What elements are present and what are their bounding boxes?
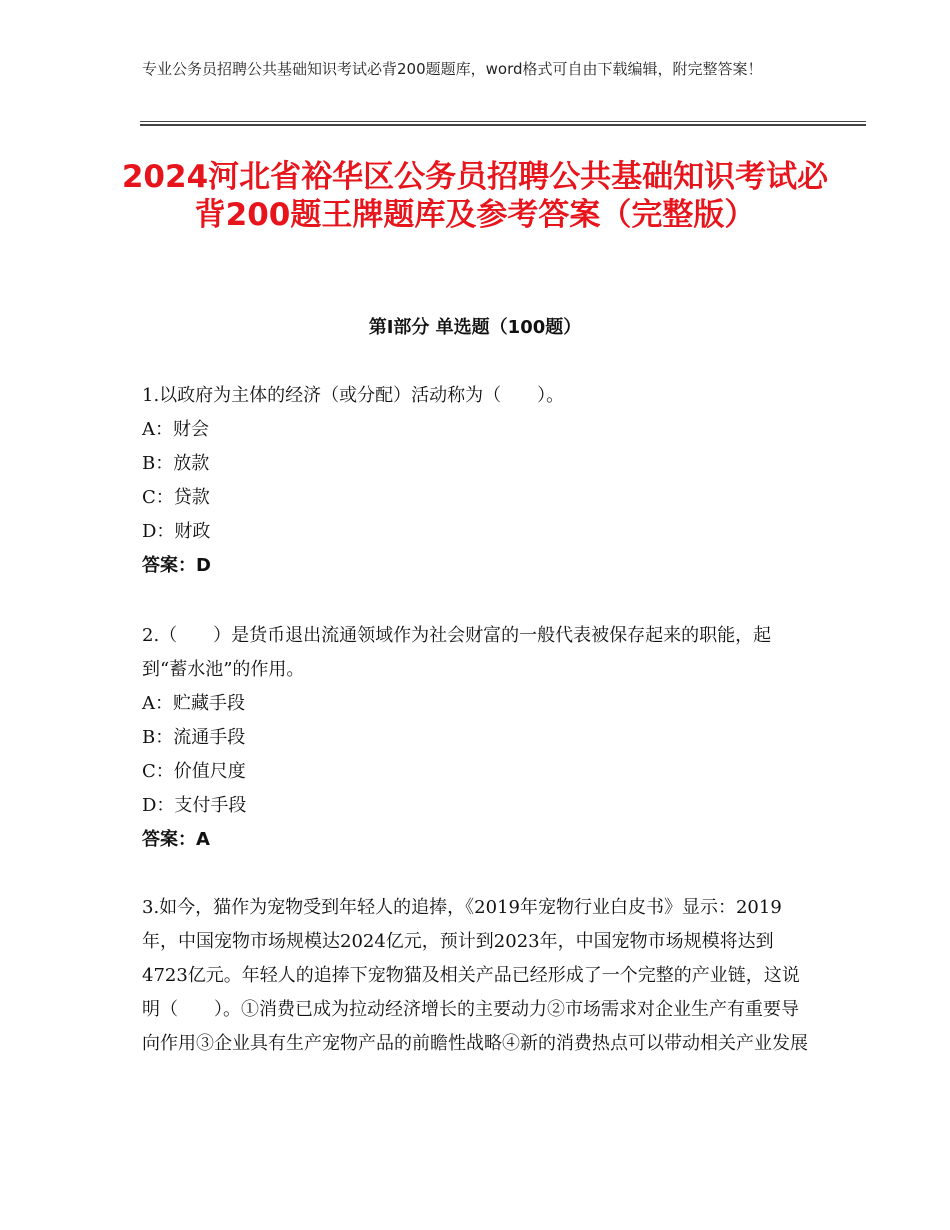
answer: 答案：A — [142, 829, 210, 850]
option-a: A：财会 — [142, 419, 209, 440]
option-d: D：支付手段 — [142, 795, 247, 816]
option-c: C：价值尺度 — [142, 761, 246, 782]
option-b: B：流通手段 — [142, 727, 246, 748]
question-stem: 2.（ ）是货币退出流通领域作为社会财富的一般代表被保存起来的职能，起到“蓄水池”的作用。 — [142, 625, 772, 680]
question-3 — [142, 891, 812, 1061]
option-b: B：放款 — [142, 453, 210, 474]
document-title: 2024河北省裕华区公务员招聘公共基础知识考试必背200题王牌题库及参考答案（完整版） — [121, 159, 829, 233]
question-stem: 3.如今，猫作为宠物受到年轻人的追捧，《2019年宠物行业白皮书》显示：2019年，中国宠物市场规模达2024亿元，预计到2023年，中国宠物市场规模将达到4723亿元。年轻人的追捧下宠物猫及相关产品已经形成了一个完整的产业链，这说明（ ）。①消费已成为拉动经济增长的主要动力②市场需求对企业生产有重要导向作用③企业具有生产宠物产品的前瞻性战略④新的消费热点可以带动相关产业发展 — [142, 897, 808, 1054]
section-heading: 第Ⅰ部分 单选题（100题） — [368, 317, 582, 338]
header-note: 专业公务员招聘公共基础知识考试必背200题题库，word格式可自由下载编辑，附完整答案！ — [142, 60, 763, 78]
option-a: A：贮藏手段 — [142, 693, 245, 714]
question-1 — [142, 379, 812, 583]
question-2 — [142, 619, 812, 857]
option-c: C：贷款 — [142, 487, 210, 508]
question-stem: 1.以政府为主体的经济（或分配）活动称为（ ）。 — [142, 385, 565, 406]
header-divider — [140, 121, 866, 126]
option-d: D：财政 — [142, 521, 211, 542]
answer: 答案：D — [142, 555, 211, 576]
